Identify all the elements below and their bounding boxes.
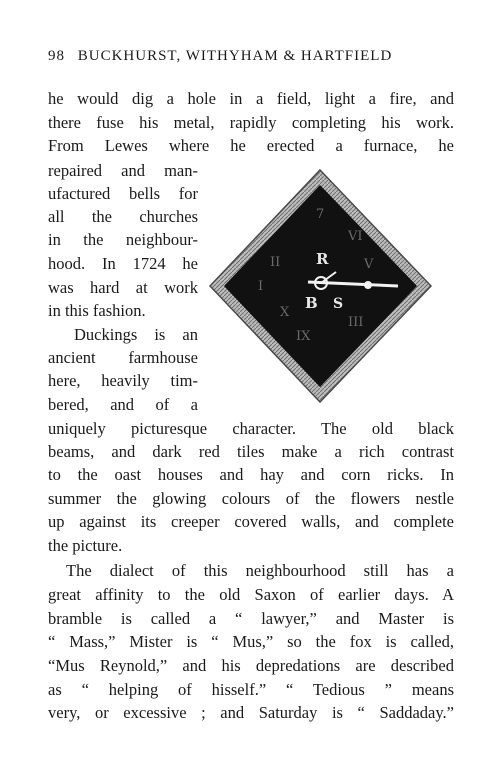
text-line: Duckings is an bbox=[74, 325, 198, 344]
svg-text:IX: IX bbox=[296, 329, 311, 344]
text-line: up against its creeper covered walls, and complete bbox=[48, 512, 454, 531]
text-line: he would dig a hole in a field, light a fire, and bbox=[48, 89, 454, 108]
text-line: “ Mass,” Mister is “ Mus,” so the fox is called, bbox=[48, 632, 454, 651]
svg-text:I: I bbox=[258, 279, 264, 294]
text-line: summer the glowing colours of the flowers nestle bbox=[48, 489, 454, 508]
text-line: “Mus Reynold,” and his depredations are described bbox=[48, 656, 454, 675]
text-line: repaired and man- bbox=[48, 161, 198, 180]
text-line: beams, and dark red tiles make a rich contrast bbox=[48, 442, 454, 461]
dial-letter-b: B bbox=[305, 294, 318, 312]
text-line: in this fashion. bbox=[48, 301, 146, 320]
running-header bbox=[48, 48, 458, 65]
svg-text:III: III bbox=[348, 315, 364, 330]
svg-text:VI: VI bbox=[348, 229, 363, 244]
text-line: From Lewes where he erected a furnace, he bbox=[48, 136, 454, 155]
page-number: 98 bbox=[48, 48, 65, 64]
svg-text:V: V bbox=[364, 257, 374, 272]
text-line: in the neighbour- bbox=[48, 230, 198, 249]
text-line: very, or excessive ; and Saturday is “ Saddaday.” bbox=[48, 703, 454, 722]
text-line: here, heavily tim- bbox=[48, 371, 198, 390]
clock-svg bbox=[208, 168, 433, 404]
svg-text:X: X bbox=[280, 305, 290, 320]
text-line: great affinity to the old Saxon of earlier days. A bbox=[48, 585, 454, 604]
text-line: ufactured bells for bbox=[48, 184, 198, 203]
svg-text:7: 7 bbox=[316, 207, 325, 222]
text-line: ancient farmhouse bbox=[48, 348, 198, 367]
dial-letter-r: R bbox=[316, 250, 329, 268]
clock-illustration bbox=[208, 168, 433, 404]
svg-text:II: II bbox=[270, 255, 281, 270]
text-line: as “ helping of hisself.” “ Tedious ” means bbox=[48, 680, 454, 699]
text-line: all the churches bbox=[48, 207, 198, 226]
text-line: uniquely picturesque character. The old black bbox=[48, 419, 454, 438]
running-title: BUCKHURST, WITHYHAM & HARTFIELD bbox=[77, 48, 393, 64]
text-line: bered, and of a bbox=[48, 395, 198, 414]
text-line: bramble is called a “ lawyer,” and Master is bbox=[48, 609, 454, 628]
text-line: there fuse his metal, rapidly completing his work. bbox=[48, 113, 454, 132]
text-line: The dialect of this neighbourhood still has a bbox=[66, 561, 454, 580]
text-line: was hard at work bbox=[48, 278, 198, 297]
dial-letter-s: S bbox=[333, 296, 344, 312]
text-line: hood. In 1724 he bbox=[48, 254, 198, 273]
text-line: the picture. bbox=[48, 536, 123, 555]
text-line: to the oast houses and hay and corn ricks. In bbox=[48, 465, 454, 484]
